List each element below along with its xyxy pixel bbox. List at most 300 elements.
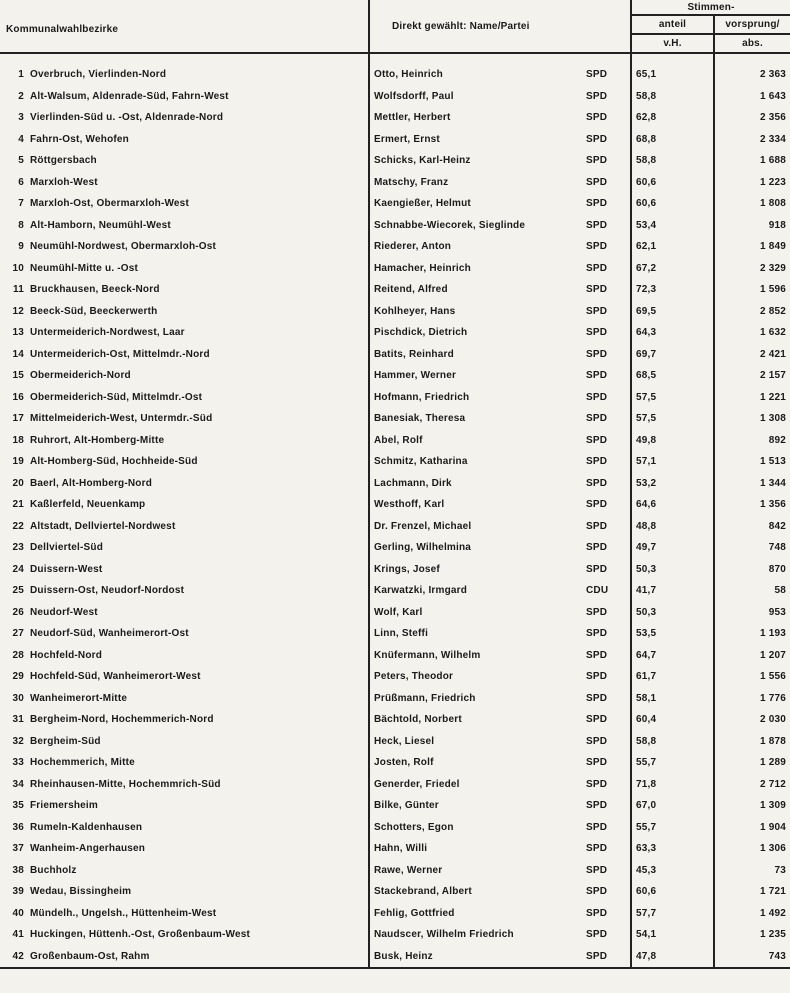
bezirk-name: Beeck-Süd, Beeckerwerth	[30, 305, 158, 317]
vote-share-cell: 62,1	[631, 236, 714, 258]
candidate-name: Riederer, Anton	[369, 236, 582, 258]
row-number: 31	[12, 714, 24, 726]
vote-share-cell: 57,5	[631, 408, 714, 430]
lead-cell: 1 193	[714, 623, 790, 645]
row-number: 16	[12, 391, 24, 403]
lead-cell: 2 157	[714, 365, 790, 387]
row-number: 40	[12, 907, 24, 919]
table-row	[0, 193, 790, 215]
candidate-name: Rawe, Werner	[369, 860, 582, 882]
bezirk-name: Dellviertel-Süd	[30, 542, 104, 554]
row-number: 11	[13, 284, 24, 296]
table-row	[0, 752, 790, 774]
row-number: 5	[18, 155, 24, 167]
lead-cell: 1 308	[714, 408, 790, 430]
row-number: 37	[12, 843, 24, 855]
table-row	[0, 666, 790, 688]
lead-cell: 1 513	[714, 451, 790, 473]
bezirk-cell	[0, 387, 369, 409]
candidate-name: Abel, Rolf	[369, 430, 582, 452]
bezirk-cell	[0, 279, 369, 301]
party-cell: SPD	[586, 456, 608, 468]
row-number: 2	[18, 90, 24, 102]
bezirk-cell	[0, 129, 369, 151]
candidate-name: Wolf, Karl	[369, 602, 582, 624]
lead-cell: 1 688	[714, 150, 790, 172]
candidate-name: Schicks, Karl-Heinz	[369, 150, 582, 172]
table-row	[0, 451, 790, 473]
candidate-name: Batits, Reinhard	[369, 344, 582, 366]
row-number: 4	[18, 133, 24, 145]
table-row	[0, 903, 790, 925]
bezirk-name: Alt-Homberg-Süd, Hochheide-Süd	[30, 456, 198, 468]
lead-cell: 1 808	[714, 193, 790, 215]
bezirk-cell	[0, 559, 369, 581]
lead-cell: 892	[714, 430, 790, 452]
row-number: 33	[12, 757, 24, 769]
candidate-name: Kohlheyer, Hans	[369, 301, 582, 323]
bezirk-cell	[0, 774, 369, 796]
bezirk-cell	[0, 666, 369, 688]
bezirk-name: Bergheim-Nord, Hochemmerich-Nord	[30, 714, 214, 726]
candidate-name: Gerling, Wilhelmina	[369, 537, 582, 559]
table-body	[0, 53, 790, 993]
lead-cell: 1 223	[714, 172, 790, 194]
lead-cell: 1 904	[714, 817, 790, 839]
lead-cell: 1 492	[714, 903, 790, 925]
vote-share-cell: 64,7	[631, 645, 714, 667]
table-row	[0, 365, 790, 387]
bezirk-cell	[0, 107, 369, 129]
lead-cell: 1 289	[714, 752, 790, 774]
table-row	[0, 645, 790, 667]
party-cell: SPD	[586, 413, 608, 425]
candidate-name: Naudscer, Wilhelm Friedrich	[369, 924, 582, 946]
table-row	[0, 150, 790, 172]
bezirk-cell	[0, 924, 369, 946]
party-cell: SPD	[586, 348, 608, 360]
vote-share-cell: 41,7	[631, 580, 714, 602]
party-cell: SPD	[586, 563, 608, 575]
lead-cell: 1 721	[714, 881, 790, 903]
row-number: 36	[12, 821, 24, 833]
lead-cell: 2 712	[714, 774, 790, 796]
party-cell: SPD	[586, 714, 608, 726]
vote-share-cell: 50,3	[631, 602, 714, 624]
party-cell: SPD	[586, 69, 608, 81]
bezirk-name: Buchholz	[30, 864, 77, 876]
bezirk-name: Alt-Hamborn, Neumühl-West	[30, 219, 171, 231]
bezirk-cell	[0, 795, 369, 817]
lead-cell: 1 643	[714, 86, 790, 108]
bezirk-cell	[0, 494, 369, 516]
party-cell: SPD	[586, 133, 608, 145]
candidate-name: Karwatzki, Irmgard	[369, 580, 582, 602]
row-number: 18	[12, 434, 24, 446]
party-cell: SPD	[586, 219, 608, 231]
row-number: 12	[12, 305, 24, 317]
bezirk-name: Marxloh-West	[30, 176, 98, 188]
vote-share-cell: 55,7	[631, 752, 714, 774]
bezirk-cell	[0, 731, 369, 753]
table-row	[0, 602, 790, 624]
bezirk-name: Bergheim-Süd	[30, 735, 101, 747]
candidate-name: Otto, Heinrich	[369, 64, 582, 86]
row-number: 1	[18, 69, 24, 81]
lead-cell: 1 309	[714, 795, 790, 817]
candidate-name: Ermert, Ernst	[369, 129, 582, 151]
bezirk-name: Neumühl-Nordwest, Obermarxloh-Ost	[30, 241, 217, 253]
row-number: 32	[12, 735, 24, 747]
party-cell: SPD	[586, 649, 608, 661]
vote-share-cell: 57,7	[631, 903, 714, 925]
table-row	[0, 215, 790, 237]
table-row	[0, 344, 790, 366]
candidate-name: Banesiak, Theresa	[369, 408, 582, 430]
party-cell: SPD	[586, 757, 608, 769]
table-row	[0, 817, 790, 839]
lead-cell: 1 632	[714, 322, 790, 344]
row-number: 10	[12, 262, 24, 274]
bezirk-cell	[0, 752, 369, 774]
lead-cell: 2 329	[714, 258, 790, 280]
bezirk-name: Neudorf-Süd, Wanheimerort-Ost	[30, 628, 189, 640]
lead-cell: 1 849	[714, 236, 790, 258]
header-vorsprung: vorsprung/	[714, 15, 790, 34]
vote-share-cell: 57,5	[631, 387, 714, 409]
candidate-name: Bächtold, Norbert	[369, 709, 582, 731]
vote-share-cell: 58,1	[631, 688, 714, 710]
bezirk-cell	[0, 623, 369, 645]
lead-cell: 2 030	[714, 709, 790, 731]
bezirk-cell	[0, 516, 369, 538]
candidate-name: Kaengießer, Helmut	[369, 193, 582, 215]
lead-cell: 743	[714, 946, 790, 969]
table-row	[0, 516, 790, 538]
candidate-name: Westhoff, Karl	[369, 494, 582, 516]
vote-share-cell: 48,8	[631, 516, 714, 538]
bezirk-cell	[0, 881, 369, 903]
vote-share-cell: 67,0	[631, 795, 714, 817]
bezirk-name: Wanheim-Angerhausen	[30, 843, 146, 855]
table-row	[0, 473, 790, 495]
party-cell: SPD	[586, 692, 608, 704]
party-cell: SPD	[586, 821, 608, 833]
header-direct-elected: Direkt gewählt: Name/Partei	[369, 0, 631, 53]
bezirk-name: Wedau, Bissingheim	[30, 886, 132, 898]
vote-share-cell: 62,8	[631, 107, 714, 129]
row-number: 25	[12, 585, 24, 597]
vote-share-cell: 61,7	[631, 666, 714, 688]
candidate-name: Lachmann, Dirk	[369, 473, 582, 495]
lead-cell: 1 556	[714, 666, 790, 688]
bezirk-name: Vierlinden-Süd u. -Ost, Aldenrade-Nord	[30, 112, 224, 124]
table-row	[0, 580, 790, 602]
vote-share-cell: 69,5	[631, 301, 714, 323]
table-row	[0, 86, 790, 108]
lead-cell: 1 207	[714, 645, 790, 667]
candidate-name: Mettler, Herbert	[369, 107, 582, 129]
table-row	[0, 279, 790, 301]
candidate-name: Generder, Friedel	[369, 774, 582, 796]
row-number: 39	[12, 886, 24, 898]
table-row	[0, 838, 790, 860]
table-row	[0, 537, 790, 559]
table-header	[0, 0, 790, 53]
party-cell: SPD	[586, 929, 608, 941]
table-row	[0, 494, 790, 516]
table-row	[0, 623, 790, 645]
bezirk-cell	[0, 817, 369, 839]
row-number: 13	[12, 327, 24, 339]
party-cell: SPD	[586, 155, 608, 167]
row-number: 24	[12, 563, 24, 575]
vote-share-cell: 54,1	[631, 924, 714, 946]
table-row	[0, 688, 790, 710]
vote-share-cell: 65,1	[631, 64, 714, 86]
table-row	[0, 860, 790, 882]
party-cell: SPD	[586, 907, 608, 919]
vote-share-cell: 64,3	[631, 322, 714, 344]
bezirk-name: Overbruch, Vierlinden-Nord	[30, 69, 167, 81]
bezirk-cell	[0, 537, 369, 559]
row-number: 6	[18, 176, 24, 188]
candidate-name: Prüßmann, Friedrich	[369, 688, 582, 710]
row-number: 29	[12, 671, 24, 683]
vote-share-cell: 49,7	[631, 537, 714, 559]
row-number: 23	[12, 542, 24, 554]
bezirk-name: Rumeln-Kaldenhausen	[30, 821, 143, 833]
candidate-name: Krings, Josef	[369, 559, 582, 581]
bezirk-name: Neudorf-West	[30, 606, 98, 618]
vote-share-cell: 72,3	[631, 279, 714, 301]
vote-share-cell: 60,6	[631, 172, 714, 194]
lead-cell: 1 221	[714, 387, 790, 409]
bezirk-cell	[0, 860, 369, 882]
party-cell: SPD	[586, 864, 608, 876]
bezirk-name: Fahrn-Ost, Wehofen	[30, 133, 129, 145]
table-row	[0, 107, 790, 129]
row-number: 30	[12, 692, 24, 704]
lead-cell: 1 356	[714, 494, 790, 516]
bezirk-cell	[0, 946, 369, 969]
row-number: 34	[12, 778, 24, 790]
candidate-name: Hammer, Werner	[369, 365, 582, 387]
row-number: 28	[12, 649, 24, 661]
vote-share-cell: 60,6	[631, 193, 714, 215]
row-number: 26	[12, 606, 24, 618]
row-number: 22	[12, 520, 24, 532]
table-row	[0, 408, 790, 430]
vote-share-cell: 47,8	[631, 946, 714, 969]
bezirk-cell	[0, 172, 369, 194]
row-number: 41	[12, 929, 24, 941]
bezirk-name: Hochfeld-Süd, Wanheimerort-West	[30, 671, 201, 683]
row-number: 7	[18, 198, 24, 210]
lead-cell: 842	[714, 516, 790, 538]
table-row	[0, 258, 790, 280]
bezirk-cell	[0, 365, 369, 387]
bezirk-name: Hochemmerich, Mitte	[30, 757, 135, 769]
bezirk-cell	[0, 86, 369, 108]
party-cell: SPD	[586, 800, 608, 812]
bezirk-name: Mittelmeiderich-West, Untermdr.-Süd	[30, 413, 213, 425]
vote-share-cell: 45,3	[631, 860, 714, 882]
candidate-name: Reitend, Alfred	[369, 279, 582, 301]
lead-cell: 748	[714, 537, 790, 559]
lead-cell: 73	[714, 860, 790, 882]
candidate-name: Matschy, Franz	[369, 172, 582, 194]
bezirk-name: Obermeiderich-Süd, Mittelmdr.-Ost	[30, 391, 203, 403]
table-row	[0, 774, 790, 796]
table-row	[0, 709, 790, 731]
vote-share-cell: 58,8	[631, 86, 714, 108]
bezirk-cell	[0, 150, 369, 172]
spacer-row	[0, 53, 790, 64]
vote-share-cell: 68,5	[631, 365, 714, 387]
party-cell: SPD	[586, 778, 608, 790]
lead-cell: 2 356	[714, 107, 790, 129]
party-cell: SPD	[586, 176, 608, 188]
bezirk-cell	[0, 236, 369, 258]
bezirk-name: Untermeiderich-Ost, Mittelmdr.-Nord	[30, 348, 210, 360]
candidate-name: Fehlig, Gottfried	[369, 903, 582, 925]
candidate-name: Stackebrand, Albert	[369, 881, 582, 903]
row-number: 21	[12, 499, 24, 511]
header-anteil: anteil	[631, 15, 714, 34]
party-cell: SPD	[586, 843, 608, 855]
party-cell: SPD	[586, 950, 608, 962]
party-cell: SPD	[586, 262, 608, 274]
vote-share-cell: 58,8	[631, 731, 714, 753]
row-number: 35	[12, 800, 24, 812]
bezirk-cell	[0, 215, 369, 237]
table-row	[0, 64, 790, 86]
candidate-name: Schotters, Egon	[369, 817, 582, 839]
party-cell: SPD	[586, 370, 608, 382]
bezirk-name: Alt-Walsum, Aldenrade-Süd, Fahrn-West	[30, 90, 229, 102]
candidate-name: Heck, Liesel	[369, 731, 582, 753]
lead-cell: 2 852	[714, 301, 790, 323]
header-unit-percent: v.H.	[631, 34, 714, 53]
row-number: 14	[12, 348, 24, 360]
vote-share-cell: 55,7	[631, 817, 714, 839]
row-number: 42	[12, 950, 24, 962]
bezirk-name: Hochfeld-Nord	[30, 649, 103, 661]
bezirk-cell	[0, 64, 369, 86]
bezirk-name: Huckingen, Hüttenh.-Ost, Großenbaum-West	[30, 929, 251, 941]
bezirk-name: Friemersheim	[30, 800, 98, 812]
table-row	[0, 236, 790, 258]
vote-share-cell: 53,5	[631, 623, 714, 645]
row-number: 3	[18, 112, 24, 124]
row-number: 19	[12, 456, 24, 468]
bezirk-cell	[0, 344, 369, 366]
table-row	[0, 731, 790, 753]
bezirk-cell	[0, 258, 369, 280]
vote-share-cell: 71,8	[631, 774, 714, 796]
vote-share-cell: 60,6	[631, 881, 714, 903]
lead-cell: 1 306	[714, 838, 790, 860]
table-row	[0, 559, 790, 581]
lead-cell: 1 344	[714, 473, 790, 495]
row-number: 17	[12, 413, 24, 425]
lead-cell: 2 363	[714, 64, 790, 86]
table-row	[0, 301, 790, 323]
candidate-name: Bilke, Günter	[369, 795, 582, 817]
bezirk-cell	[0, 838, 369, 860]
party-cell: SPD	[586, 520, 608, 532]
bezirk-name: Duissern-West	[30, 563, 103, 575]
vote-share-cell: 68,8	[631, 129, 714, 151]
row-number: 9	[18, 241, 24, 253]
party-cell: SPD	[586, 499, 608, 511]
party-cell: SPD	[586, 606, 608, 618]
candidate-name: Josten, Rolf	[369, 752, 582, 774]
table-row	[0, 946, 790, 969]
vote-share-cell: 50,3	[631, 559, 714, 581]
bezirk-name: Wanheimerort-Mitte	[30, 692, 128, 704]
bezirk-name: Marxloh-Ost, Obermarxloh-West	[30, 198, 189, 210]
bezirk-name: Kaßlerfeld, Neuenkamp	[30, 499, 146, 511]
vote-share-cell: 53,4	[631, 215, 714, 237]
row-number: 15	[12, 370, 24, 382]
table-row	[0, 795, 790, 817]
table-row	[0, 387, 790, 409]
candidate-name: Hahn, Willi	[369, 838, 582, 860]
party-cell: SPD	[586, 241, 608, 253]
bezirk-cell	[0, 451, 369, 473]
bezirk-name: Rheinhausen-Mitte, Hochemmrich-Süd	[30, 778, 221, 790]
bezirk-name: Untermeiderich-Nordwest, Laar	[30, 327, 185, 339]
candidate-name: Schmitz, Katharina	[369, 451, 582, 473]
table-bottom-rule	[0, 968, 790, 993]
party-cell: CDU	[586, 585, 609, 597]
bezirk-cell	[0, 301, 369, 323]
candidate-name: Peters, Theodor	[369, 666, 582, 688]
lead-cell: 1 235	[714, 924, 790, 946]
bezirk-name: Baerl, Alt-Homberg-Nord	[30, 477, 153, 489]
vote-share-cell: 63,3	[631, 838, 714, 860]
vote-share-cell: 64,6	[631, 494, 714, 516]
lead-cell: 918	[714, 215, 790, 237]
party-cell: SPD	[586, 477, 608, 489]
row-number: 20	[12, 477, 24, 489]
bezirk-cell	[0, 193, 369, 215]
party-cell: SPD	[586, 542, 608, 554]
header-stimmen-group: Stimmen-	[631, 0, 790, 15]
row-number: 38	[12, 864, 24, 876]
vote-share-cell: 69,7	[631, 344, 714, 366]
party-cell: SPD	[586, 112, 608, 124]
party-cell: SPD	[586, 628, 608, 640]
party-cell: SPD	[586, 886, 608, 898]
candidate-name: Linn, Steffi	[369, 623, 582, 645]
candidate-name: Wolfsdorff, Paul	[369, 86, 582, 108]
bezirk-cell	[0, 688, 369, 710]
bezirk-cell	[0, 473, 369, 495]
candidate-name: Hamacher, Heinrich	[369, 258, 582, 280]
bezirk-cell	[0, 408, 369, 430]
bezirk-name: Altstadt, Dellviertel-Nordwest	[30, 520, 176, 532]
vote-share-cell: 53,2	[631, 473, 714, 495]
bezirk-name: Großenbaum-Ost, Rahm	[30, 950, 150, 962]
bezirk-name: Ruhrort, Alt-Homberg-Mitte	[30, 434, 165, 446]
party-cell: SPD	[586, 671, 608, 683]
table-row	[0, 881, 790, 903]
candidate-name: Dr. Frenzel, Michael	[369, 516, 582, 538]
header-unit-abs: abs.	[714, 34, 790, 53]
